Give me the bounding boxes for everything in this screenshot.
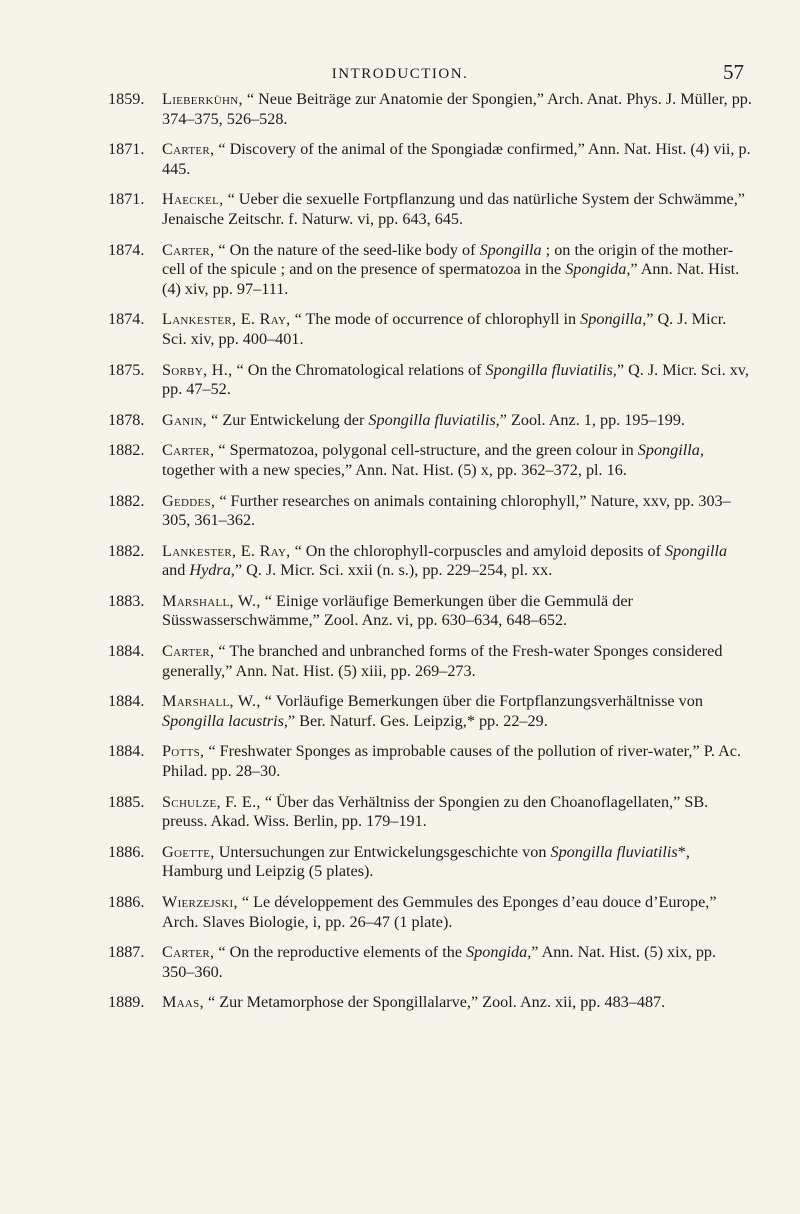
entry-year: 1886. [108, 842, 145, 861]
entry-italic-text: Spongilla fluviatilis [550, 842, 678, 861]
entry-text: “ Vorläufige Bemerkungen über die Fortpflanzungsverhältnisse von [264, 692, 703, 711]
entry-author: Haeckel, [162, 190, 224, 209]
entry-year: 1875. [108, 360, 145, 379]
entry-year: 1884. [108, 742, 145, 761]
bibliography-entry [108, 310, 752, 349]
entry-author: Carter, [162, 140, 215, 159]
entry-text: “ On the nature of the seed-like body of [218, 240, 480, 259]
bibliography-entry [108, 993, 752, 1013]
entry-year: 1886. [108, 893, 145, 911]
entry-year: 1882. [108, 541, 145, 560]
entry-text: ” Q. J. Micr. Sci. xv, pp. 47–52. [162, 360, 749, 399]
entry-text: ” Ann. Nat. Hist. (4) xiv, pp. 97–111. [162, 260, 740, 298]
page-number: 57 [723, 60, 744, 84]
entry-text: and [162, 561, 190, 580]
entry-year: 1874. [108, 310, 145, 329]
bibliography-entry [108, 411, 752, 431]
entry-author: Geddes, [162, 491, 216, 510]
entry-year: 1878. [108, 410, 145, 429]
entry-text: ; on the origin of the mother-cell of the spicule ; and on the presence of spermatozoa in the [162, 240, 734, 279]
entry-text: “ Spermatozoa, polygonal cell-structure, and the green colour in [218, 441, 638, 460]
entry-text: ” Q. J. Micr. Sci. xiv, pp. 400–401. [162, 310, 727, 348]
bibliography-entry [108, 241, 752, 300]
entry-italic-text: Spongilla fluviatilis, [368, 410, 500, 429]
entry-year: 1871. [108, 190, 145, 209]
bibliography-entry [108, 592, 752, 631]
entry-author: Ganin, [162, 410, 208, 429]
bibliography-entry [108, 742, 752, 781]
bibliography-entry [108, 441, 752, 480]
entry-text: “ On the chlorophyll-corpuscles and amyloid deposits of [294, 541, 666, 560]
entry-author: Schulze, F. E., [162, 792, 261, 811]
entry-italic-text: Spongida, [466, 943, 532, 962]
entry-text: “ Neue Beiträge zur Anatomie der Spongien,” Arch. Anat. Phys. J. Müller, pp. 374–375, 526–528. [162, 90, 752, 128]
entry-year: 1859. [108, 90, 145, 108]
entry-italic-text: Spongilla [665, 541, 728, 560]
entry-italic-text: Spongilla, [580, 310, 647, 329]
entry-author: Carter, [162, 240, 215, 259]
entry-italic-text: Spongilla, [637, 441, 704, 460]
bibliography-entry [108, 90, 752, 129]
bibliography-entry [108, 793, 752, 832]
entry-author: Wierzejski, [162, 893, 238, 911]
entry-author: Carter, [162, 441, 215, 460]
entry-author: Carter, [162, 943, 215, 962]
entry-text: “ Further researches on animals containing chlorophyll,” Nature, xxv, pp. 303–305, 361–362. [162, 491, 731, 530]
entry-italic-text: Spongida, [565, 260, 631, 279]
entry-text: *, Hamburg und Leipzig (5 plates). [162, 842, 690, 881]
bibliography-entry [108, 843, 752, 882]
entry-year: 1884. [108, 642, 145, 661]
bibliography-entry [108, 692, 752, 731]
entry-text: “ Ueber die sexuelle Fortpflanzung und das natürliche System der Schwämme,” Jenaische Zeitschr. f. Naturw. vi, pp. 643, 645. [162, 190, 745, 228]
entry-text: “ Zur Metamorphose der Spongillalarve,” Zool. Anz. xii, pp. 483–487. [208, 993, 666, 1012]
entry-author: Lankester, E. Ray, [162, 541, 291, 560]
entry-text: Untersuchungen zur Entwickelungsgeschichte von [218, 842, 551, 861]
entry-text: “ The mode of occurrence of chlorophyll in [294, 310, 581, 329]
entry-text: “ Discovery of the animal of the Spongiadæ confirmed,” Ann. Nat. Hist. (4) vii, p. 445. [162, 140, 751, 178]
entry-text: “ Einige vorläufige Bemerkungen über die Gemmulä der Süsswasserschwämme,” Zool. Anz. vi, pp. 630–634, 648–652. [162, 591, 633, 630]
entry-year: 1884. [108, 692, 145, 711]
entry-year: 1885. [108, 792, 145, 811]
entry-text: ” Zool. Anz. 1, pp. 195–199. [499, 410, 685, 429]
entry-italic-text: Spongilla [479, 240, 542, 259]
entry-text: ” Ber. Naturf. Ges. Leipzig,* pp. 22–29. [287, 711, 548, 730]
entry-year: 1883. [108, 591, 145, 610]
entry-year: 1889. [108, 993, 145, 1012]
entry-author: Lieberkühn, [162, 90, 243, 108]
entry-author: Carter, [162, 642, 215, 661]
entry-author: Lankester, E. Ray, [162, 310, 291, 329]
entry-year: 1882. [108, 441, 145, 460]
bibliography-entry [108, 492, 752, 531]
bibliography-entry [108, 140, 752, 179]
bibliography-entry [108, 361, 752, 400]
entry-text: together with a new species,” Ann. Nat. Hist. (5) x, pp. 362–372, pl. 16. [162, 460, 627, 479]
entry-text: “ The branched and unbranched forms of the Fresh-water Sponges considered generally,” Ann. Nat. Hist. (5) xiii, pp. 269–273. [162, 642, 723, 680]
entry-author: Sorby, H., [162, 360, 233, 379]
bibliography-entry [108, 190, 752, 229]
bibliography-entry [108, 943, 752, 982]
entry-text: “ Freshwater Sponges as improbable causes of the pollution of river-water,” P. Ac. Philad. pp. 28–30. [162, 742, 742, 781]
entry-text: “ On the reproductive elements of the [218, 943, 467, 962]
entry-italic-text: Hydra, [189, 561, 235, 580]
entry-year: 1874. [108, 240, 145, 259]
entry-year: 1871. [108, 140, 145, 159]
entry-year: 1887. [108, 943, 145, 962]
entry-author: Goette, [162, 842, 215, 861]
entry-year: 1882. [108, 491, 145, 510]
entry-text: ” Ann. Nat. Hist. (5) xix, pp. 350–360. [162, 943, 717, 981]
entry-text: “ Zur Entwickelung der [211, 410, 369, 429]
entry-text: ” Q. J. Micr. Sci. xxii (n. s.), pp. 229–254, pl. xx. [234, 561, 553, 580]
entry-author: Marshall, W., [162, 591, 261, 610]
bibliography-entry [108, 542, 752, 581]
bibliography-entry [108, 893, 752, 932]
entry-text: “ Le développement des Gemmules des Eponges d’eau douce d’Europe,” Arch. Slaves Biologie, i, pp. 26–47 (1 plate). [162, 893, 717, 931]
page-header [0, 60, 800, 88]
entry-author: Potts, [162, 742, 205, 761]
entry-text: “ Über das Verhältniss der Spongien zu den Choanoflagellaten,” SB. preuss. Akad. Wiss. Berlin, pp. 179–191. [162, 792, 709, 831]
bibliography-list [108, 90, 752, 1024]
entry-text: “ On the Chromatological relations of [236, 360, 486, 379]
bibliography-entry [108, 642, 752, 681]
entry-italic-text: Spongilla lacustris, [162, 711, 288, 730]
entry-italic-text: Spongilla fluviatilis, [485, 360, 617, 379]
running-title: INTRODUCTION. [331, 66, 469, 82]
entry-author: Maas, [162, 993, 204, 1012]
entry-author: Marshall, W., [162, 692, 261, 711]
